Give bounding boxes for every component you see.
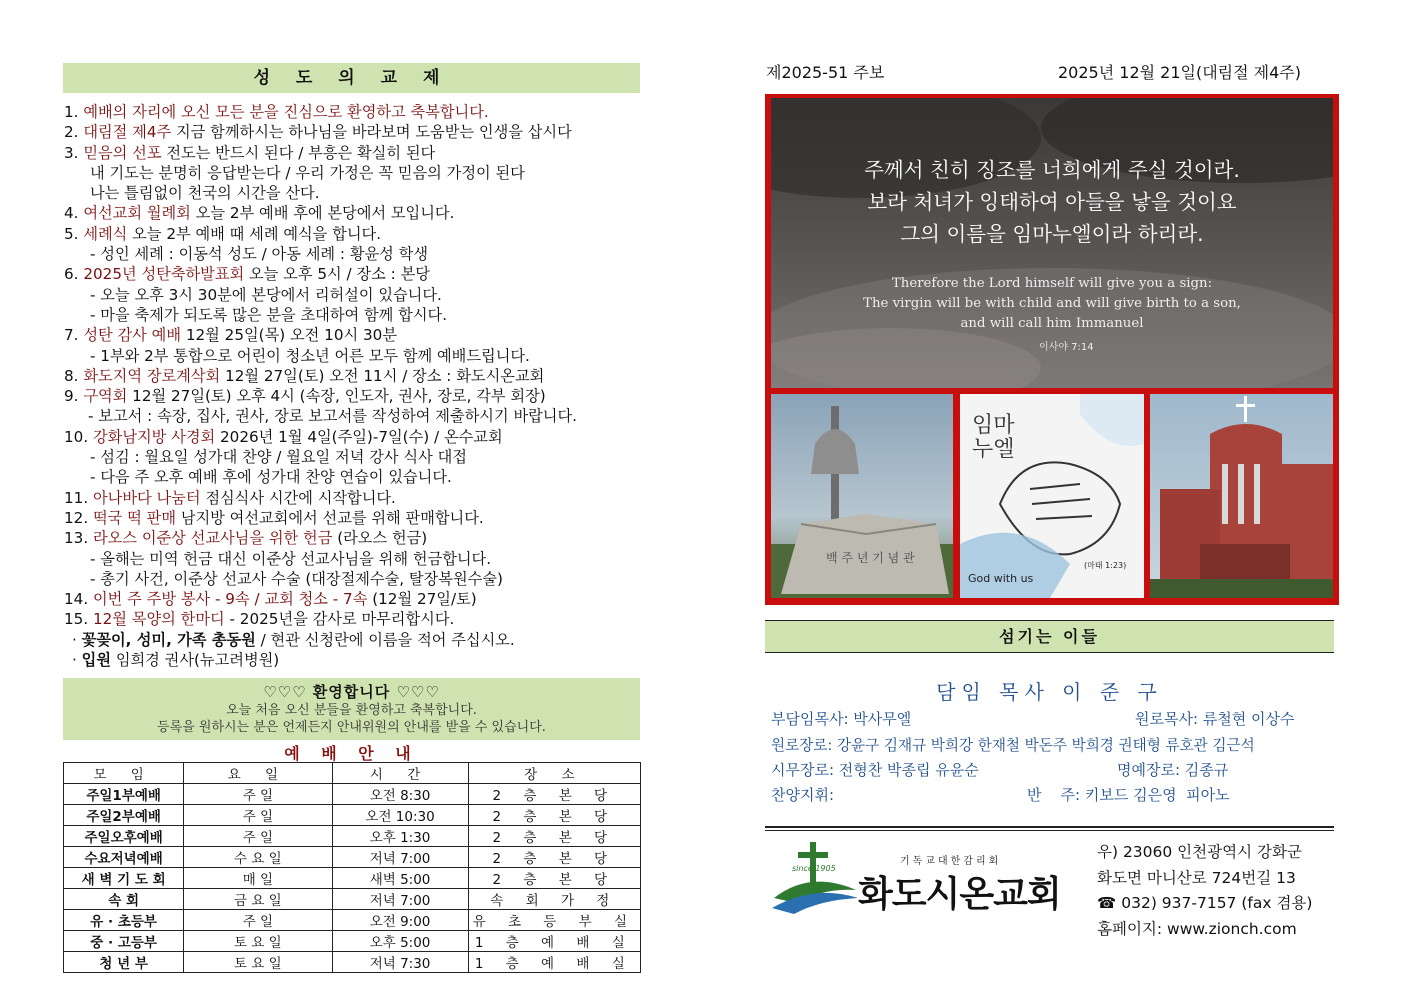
notice-detail: - 오늘 오후 3시 30분에 본당에서 리허설이 있습니다. <box>90 285 442 304</box>
senior-pastor: 담임 목사 이 준 구 <box>936 680 1163 704</box>
table-cell: 주일2부예배 <box>64 805 184 826</box>
bell-monument-photo <box>771 394 953 598</box>
notice-emphasis: 2025년 성탄축하발표회 <box>83 265 245 284</box>
accompanist: 반 주: 키보드 김은영 피아노 <box>1027 786 1230 804</box>
bell-monument-illustration <box>771 394 953 598</box>
honorary-elders: 명예장로: 김종규 <box>1117 761 1229 779</box>
table-cell: 유 · 초등부 <box>64 910 184 931</box>
notice-item <box>64 102 644 122</box>
issue-number: 제2025-51 주보 <box>766 63 885 82</box>
table-cell: 오전 9:00 <box>332 910 468 931</box>
notice-item <box>64 609 644 629</box>
verse-image <box>771 98 1333 388</box>
notice-emphasis: 구역회 <box>83 387 128 406</box>
immanuel-handwriting: 임마 누엘 <box>972 413 1015 462</box>
table-cell: 주 일 <box>184 784 332 805</box>
bullet-marker: · <box>72 630 82 649</box>
table-cell: 2 층 본 당 <box>468 847 640 868</box>
notice-text: 오늘 2부 예배 후에 본당에서 모입니다. <box>190 204 455 223</box>
welcome-box <box>63 678 640 740</box>
worship-guide-title: 예 배 안 내 <box>284 744 419 763</box>
table-cell: 2 층 본 당 <box>468 868 640 889</box>
notice-emphasis: 이번 주 주방 봉사 - 9속 / 교회 청소 - 7속 <box>92 590 368 609</box>
notice-text: 12월 27일(토) 오전 11시 / 장소 : 화도시온교회 <box>220 366 545 385</box>
notice-number: 8. <box>64 366 84 385</box>
table-header-row <box>64 763 641 784</box>
table-cell: 1 층 예 배 실 <box>468 931 640 952</box>
notice-text: 남지방 여선교회에서 선교를 위해 판매합니다. <box>176 508 484 527</box>
notice-number: 14. <box>64 590 93 609</box>
table-cell: 새 벽 기 도 회 <box>64 868 184 889</box>
verse-korean-line: 주께서 친히 징조를 너희에게 주실 것이라. <box>864 158 1240 182</box>
denomination-label: 기독교대한감리회 <box>900 856 1002 867</box>
table-cell: 2 층 본 당 <box>468 805 640 826</box>
notice-emphasis: 믿음의 선포 <box>83 143 162 162</box>
notice-emphasis: 세례식 <box>83 224 128 243</box>
notice-text: 지금 함께하시는 하나님을 바라보며 도움받는 인생을 삽시다 <box>171 123 572 142</box>
divider-rule <box>765 830 1334 831</box>
address-line-1: 우) 23060 인천광역시 강화군 <box>1097 843 1302 861</box>
notice-number: 4. <box>64 204 84 223</box>
notice-text: (12월 27일/토) <box>367 590 477 609</box>
notice-number: 15. <box>64 610 93 629</box>
phone-icon: ☎ <box>1097 894 1122 912</box>
notice-number: 3. <box>64 143 84 162</box>
table-cell: 주 일 <box>184 826 332 847</box>
notice-emphasis: 여선교회 월례회 <box>83 204 191 223</box>
verse-korean-line: 보라 처녀가 잉태하여 아들을 낳을 것이요 <box>867 190 1237 214</box>
notice-item <box>64 549 644 569</box>
church-building-photo <box>1150 394 1333 598</box>
table-cell: 수 요 일 <box>184 847 332 868</box>
matthew-reference: (마태 1:23) <box>1084 561 1127 570</box>
notice-item <box>64 427 644 447</box>
table-cell: 저녁 7:00 <box>332 847 468 868</box>
notice-number: 12. <box>64 508 93 527</box>
notice-emphasis: 라오스 이준상 선교사님을 위한 헌금 <box>92 529 333 548</box>
table-cell: 오후 5:00 <box>332 931 468 952</box>
table-row <box>64 847 641 868</box>
table-row <box>64 910 641 931</box>
notice-detail: - 올해는 미역 헌금 대신 이준상 선교사님을 위해 헌금합니다. <box>90 549 492 568</box>
notice-text: 오늘 2부 예배 때 세례 예식을 합니다. <box>127 224 382 243</box>
notice-item <box>64 630 644 650</box>
notice-item <box>64 203 644 223</box>
table-cell: 속 회 <box>64 889 184 910</box>
notice-item <box>64 244 644 264</box>
notice-item <box>64 386 644 406</box>
table-cell: 중 · 고등부 <box>64 931 184 952</box>
notice-emphasis: 예배의 자리에 오신 모든 분을 진심으로 환영하고 축복합니다. <box>83 103 489 121</box>
table-row <box>64 784 641 805</box>
notice-text: (라오스 헌금) <box>332 529 428 548</box>
notice-detail: - 총기 사건, 이준상 선교사 수술 (대장절제수술, 탈장복원수술) <box>90 569 503 588</box>
notice-item <box>64 305 644 325</box>
table-row <box>64 952 641 973</box>
table-cell: 청 년 부 <box>64 952 184 973</box>
notice-number: 9. <box>64 387 84 406</box>
notice-text: 12월 25일(목) 오전 10시 30분 <box>181 326 398 345</box>
notice-item <box>64 447 644 467</box>
emeritus-pastor: 원로목사: 류철현 이상수 <box>1135 710 1295 728</box>
worship-table-body <box>64 784 641 973</box>
fellowship-title: 성 도 의 교 제 <box>253 68 450 88</box>
table-cell: 저녁 7:30 <box>332 952 468 973</box>
notice-item <box>64 650 644 670</box>
notice-list <box>64 102 644 670</box>
table-cell: 주 일 <box>184 910 332 931</box>
notice-item <box>64 467 644 487</box>
active-elders: 시무장로: 전형찬 박종립 유윤순 <box>771 761 979 779</box>
verse-reference: 이사야 7:14 <box>1039 342 1094 353</box>
notice-number: 5. <box>64 224 84 243</box>
welcome-line-1: 오늘 처음 오신 분들을 환영하고 축복합니다. <box>226 703 477 718</box>
column-header: 모 임 <box>64 763 184 784</box>
church-illustration <box>1150 394 1333 598</box>
notice-detail: 내 기도는 분명히 응답받는다 / 우리 가정은 꼭 믿음의 가정이 된다 <box>90 163 525 182</box>
emeritus-elders: 원로장로: 강윤구 김재규 박희강 한재철 박돈주 박희경 권태형 류호관 김근석 <box>771 737 1255 754</box>
notice-detail: - 보고서 : 속장, 집사, 권사, 장로 보고서를 작성하여 제출하시기 바랍니다. <box>88 407 577 426</box>
notice-detail: - 1부와 2부 통합으로 어린이 청소년 어른 모두 함께 예배드립니다. <box>90 346 530 365</box>
church-logo <box>770 840 1090 915</box>
notice-text: 2026년 1월 4일(주일)-7일(수) / 온수교회 <box>215 427 503 446</box>
notice-detail: 나는 틀림없이 천국의 시간을 산다. <box>90 184 320 203</box>
notice-emphasis: 화도지역 장로계삭회 <box>83 366 221 385</box>
notice-item <box>64 346 644 366</box>
notice-emphasis: 12월 목양의 한마디 <box>92 610 225 629</box>
table-cell: 주일오후예배 <box>64 826 184 847</box>
church-name: 화도시온교회 <box>858 874 1061 915</box>
notice-emphasis: 대림절 제4주 <box>83 123 172 142</box>
notice-item <box>64 285 644 305</box>
table-cell: 수요저녁예배 <box>64 847 184 868</box>
column-header: 시 간 <box>332 763 468 784</box>
notice-emphasis: 입원 <box>81 651 111 670</box>
website-link[interactable]: 홈페이지: www.zionch.com <box>1097 919 1297 938</box>
choir-director: 찬양지휘: <box>771 786 835 804</box>
stone-inscription: 백 주 년 기 념 관 <box>826 551 915 565</box>
table-row <box>64 889 641 910</box>
verse-korean-line: 그의 이름을 임마누엘이라 하리라. <box>900 222 1204 246</box>
notice-item <box>64 528 644 548</box>
notice-item <box>64 569 644 589</box>
notice-item <box>64 224 644 244</box>
address-line-2: 화도면 마니산로 724번길 13 <box>1097 868 1296 887</box>
notice-item <box>64 589 644 609</box>
divider-rule <box>765 826 1334 828</box>
notice-detail: - 성인 세례 : 이동석 성도 / 아동 세례 : 황윤성 학생 <box>90 245 429 264</box>
verse-english-line: Therefore the Lord himself will give you a sign: <box>891 276 1213 291</box>
table-cell: 주일1부예배 <box>64 784 184 805</box>
associate-pastor: 부담임목사: 박사무엘 <box>771 710 912 728</box>
notice-item <box>64 143 644 163</box>
table-cell: 속 회 가 정 <box>468 889 640 910</box>
notice-text: - 2025년을 감사로 마무리합시다. <box>224 610 455 629</box>
notice-item <box>64 508 644 528</box>
table-cell: 오전 8:30 <box>332 784 468 805</box>
column-header: 요 일 <box>184 763 332 784</box>
phone-number: 032) 937-7157 (fax 겸용) <box>1121 894 1313 912</box>
column-header: 장 소 <box>468 763 640 784</box>
issue-date: 2025년 12월 21일(대림절 제4주) <box>1058 63 1302 82</box>
notice-item <box>64 406 644 426</box>
table-cell: 1 층 예 배 실 <box>468 952 640 973</box>
notice-emphasis: 강화남지방 사경회 <box>92 427 216 446</box>
notice-item <box>64 163 644 183</box>
verse-english-line: The virgin will be with child and will give birth to a son, <box>863 296 1241 311</box>
table-row <box>64 826 641 847</box>
notice-text: 임희경 권사(뉴고려병원) <box>111 651 280 670</box>
notice-detail: - 섬김 : 월요일 성가대 찬양 / 월요일 저녁 강사 식사 대접 <box>90 448 467 467</box>
table-cell: 오전 10:30 <box>332 805 468 826</box>
table-row <box>64 931 641 952</box>
notice-emphasis: 떡국 떡 판매 <box>92 508 176 527</box>
table-cell: 금 요 일 <box>184 889 332 910</box>
bullet-marker: · <box>72 651 82 670</box>
notice-number: 10. <box>64 427 93 446</box>
notice-item <box>64 122 644 142</box>
god-with-us-caption: God with us <box>968 572 1034 585</box>
welcome-line-2: 등록을 원하시는 분은 언제든지 안내위원의 안내를 받을 수 있습니다. <box>157 720 546 735</box>
cross-wave-icon <box>770 840 860 915</box>
table-cell: 2 층 본 당 <box>468 826 640 847</box>
table-cell: 저녁 7:00 <box>332 889 468 910</box>
table-cell: 2 층 본 당 <box>468 784 640 805</box>
notice-item <box>64 325 644 345</box>
worship-schedule-table <box>63 762 641 973</box>
notice-text: 전도는 반드시 된다 / 부흥은 확실히 된다 <box>161 143 436 162</box>
notice-text: 오늘 오후 5시 / 장소 : 본당 <box>244 265 430 284</box>
table-cell: 토 요 일 <box>184 952 332 973</box>
verse-english-line: and will call him Immanuel <box>960 316 1144 331</box>
notice-emphasis: 성탄 감사 예배 <box>83 326 182 345</box>
table-row <box>64 868 641 889</box>
notice-text: 점심식사 시간에 시작합니다. <box>200 488 396 507</box>
notice-number: 7. <box>64 326 84 345</box>
notice-number: 13. <box>64 529 93 548</box>
notice-emphasis: 아나바다 나눔터 <box>92 488 201 507</box>
notice-emphasis: 꽃꽂이, 성미, 가족 총동원 <box>81 630 256 649</box>
table-cell: 새벽 5:00 <box>332 868 468 889</box>
table-row <box>64 805 641 826</box>
notice-detail: - 다음 주 오후 예배 후에 성가대 찬양 연습이 있습니다. <box>90 468 452 487</box>
notice-number: 11. <box>64 488 93 507</box>
notice-detail: - 마을 축제가 되도록 많은 분을 초대하여 함께 합시다. <box>90 305 448 324</box>
church-address <box>1097 840 1312 942</box>
notice-number: 2. <box>64 123 84 142</box>
notice-text: / 현관 신청란에 이름을 적어 주십시오. <box>255 630 515 649</box>
table-cell: 토 요 일 <box>184 931 332 952</box>
fellowship-header <box>63 63 640 93</box>
notice-number: 6. <box>64 265 84 284</box>
welcome-title: ♡♡♡ 환영합니다 ♡♡♡ <box>263 683 440 701</box>
table-cell: 매 일 <box>184 868 332 889</box>
table-cell: 오후 1:30 <box>332 826 468 847</box>
servers-header: 섬기는 이들 <box>765 620 1334 653</box>
notice-item <box>64 488 644 508</box>
table-cell: 주 일 <box>184 805 332 826</box>
table-cell: 유 초 등 부 실 <box>468 910 640 931</box>
notice-number: 1. <box>64 103 84 121</box>
notice-item <box>64 264 644 284</box>
notice-text: 12월 27일(토) 오후 4시 (속장, 인도자, 권사, 장로, 각부 회장) <box>127 387 546 406</box>
immanuel-drawing <box>960 394 1144 598</box>
notice-item <box>64 366 644 386</box>
since-label: since 1905 <box>792 864 836 873</box>
notice-item <box>64 183 644 203</box>
